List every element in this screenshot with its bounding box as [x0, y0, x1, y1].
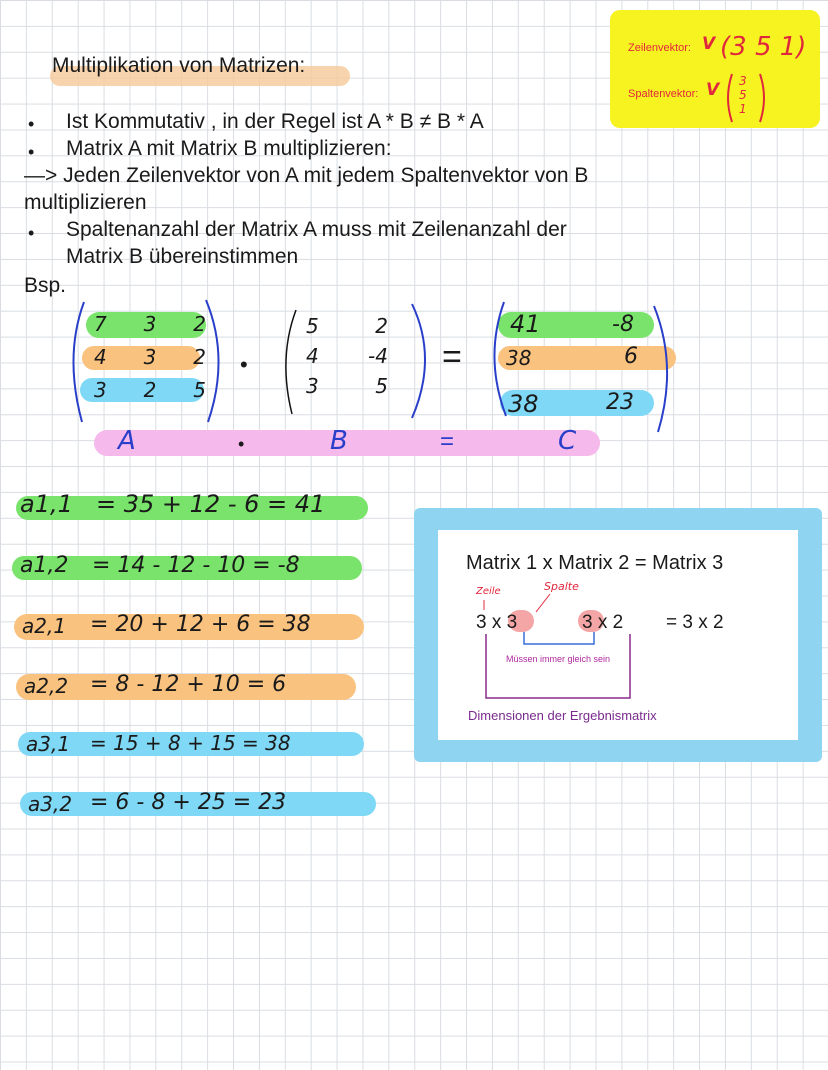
column-vector-values: [739, 74, 747, 116]
matrix-b-cell: 2: [375, 314, 388, 338]
matrix-c-cell: 41: [510, 310, 541, 338]
matrix-a: [94, 312, 206, 411]
matrix-c-cell: -8: [612, 312, 634, 337]
matrix-a-cell: 3: [143, 312, 157, 336]
multiply-dot: •: [240, 352, 248, 377]
zeile-label: Zeile: [476, 586, 501, 597]
column-vector-label: Spaltenvektor:: [628, 88, 699, 100]
label-eq: =: [440, 428, 455, 455]
col-vec-entry: 3: [739, 74, 747, 88]
col-vec-entry: 1: [739, 102, 747, 116]
matrix-c-cell: 6: [624, 344, 638, 369]
matrix-a-cell: 2: [193, 312, 206, 336]
bullet-commutative: Ist Kommutativ , in der Regel ist A * B ≠ B * A: [66, 110, 484, 133]
calc-lhs: a3,1: [26, 732, 71, 756]
calc-rhs: = 6 - 8 + 25 = 23: [90, 790, 287, 815]
matrix-a-cell: 5: [193, 378, 206, 402]
right-dimension: 3 x 2: [582, 612, 624, 633]
bullet-dot: •: [28, 223, 35, 243]
example-label: Bsp.: [24, 274, 67, 297]
matrix-a-cell: 2: [143, 378, 157, 402]
matrix-b-cell: 3: [306, 374, 319, 398]
calc-lhs: a1,1: [20, 490, 73, 518]
arrow-line-1: —> Jeden Zeilenvektor von A mit jedem Spaltenvektor von B: [24, 164, 589, 187]
dimension-heading: Matrix 1 x Matrix 2 = Matrix 3: [466, 552, 724, 574]
same-note: Müssen immer gleich sein: [506, 654, 611, 664]
vector-symbol-icon: V: [706, 80, 720, 100]
bullet-dot: •: [28, 142, 35, 162]
matrix-c-cell: 38: [506, 346, 532, 370]
matrix-b-cell: -4: [368, 344, 388, 368]
spalte-label: Spalte: [544, 580, 579, 593]
calc-lhs: a2,1: [22, 614, 67, 638]
equals-sign: =: [442, 338, 462, 376]
left-dimension: 3 x 3: [476, 612, 518, 633]
matrix-b-cell: 4: [306, 344, 319, 368]
bullet-dot: •: [28, 114, 35, 134]
label-c: C: [558, 426, 577, 456]
matrix-b: [306, 314, 388, 404]
result-dimension: = 3 x 2: [666, 612, 724, 633]
calc-rhs: = 14 - 12 - 10 = -8: [92, 553, 300, 578]
calc-lhs: a3,2: [28, 792, 73, 816]
result-dimension-note: Dimensionen der Ergebnismatrix: [468, 708, 657, 723]
matrix-a-cell: 3: [94, 378, 107, 402]
calc-lhs: a2,2: [24, 674, 69, 698]
calc-rhs: = 35 + 12 - 6 = 41: [96, 490, 326, 518]
page-title: Multiplikation von Matrizen:: [52, 54, 306, 77]
row-vector-label: Zeilenvektor:: [628, 42, 691, 54]
row-vector-value: (3 5 1): [720, 32, 807, 62]
bullet-dimension-b: Matrix B übereinstimmen: [66, 245, 299, 268]
matrix-a-cell: 4: [94, 345, 107, 369]
arrow-line-2: multiplizieren: [24, 191, 147, 214]
matrix-b-cell: 5: [306, 314, 319, 338]
matrix-b-cell: 5: [375, 374, 388, 398]
calc-rhs: = 15 + 8 + 15 = 38: [90, 731, 291, 755]
matrix-c-cell: 38: [508, 390, 539, 418]
calc-rhs: = 20 + 12 + 6 = 38: [90, 612, 311, 637]
calc-rhs: = 8 - 12 + 10 = 6: [90, 672, 287, 697]
bullet-multiply: Matrix A mit Matrix B multiplizieren:: [66, 137, 392, 160]
label-dot: •: [238, 434, 245, 454]
matrix-a-cell: 7: [94, 312, 107, 336]
bullet-dimension-a: Spaltenanzahl der Matrix A muss mit Zeilenanzahl der: [66, 218, 567, 241]
column-vector-brackets: [722, 70, 772, 126]
label-a: A: [118, 426, 136, 456]
calc-lhs: a1,2: [20, 553, 69, 578]
matrix-a-cell: 2: [193, 345, 206, 369]
matrix-c-cell: 23: [606, 390, 634, 415]
vector-note: [610, 10, 820, 128]
label-b: B: [330, 426, 348, 456]
dimension-annotations: [470, 586, 640, 702]
matrix-a-cell: 3: [143, 345, 157, 369]
col-vec-entry: 5: [739, 88, 747, 102]
vector-symbol-icon: V: [702, 34, 716, 54]
